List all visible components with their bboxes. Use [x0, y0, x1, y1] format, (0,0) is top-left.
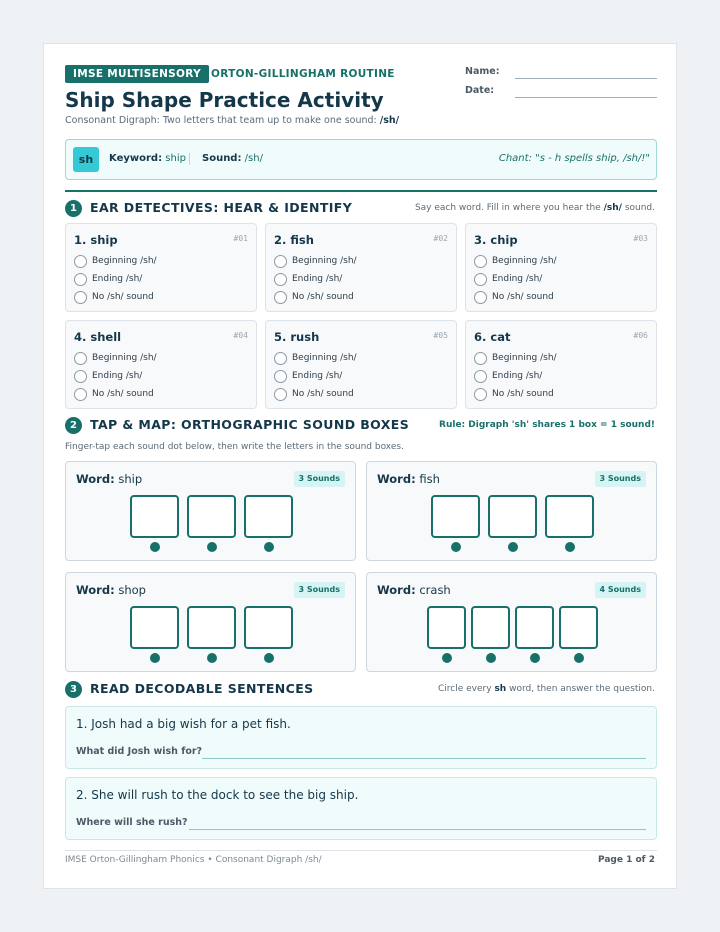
sound-box[interactable] — [545, 495, 594, 538]
radio-button[interactable] — [274, 255, 287, 268]
radio-button[interactable] — [474, 370, 487, 383]
note-text-end: sound. — [624, 203, 655, 213]
sound-count-badge: 4 Sounds — [595, 582, 647, 598]
card-id: #01 — [233, 234, 248, 243]
banner-divider — [189, 153, 190, 165]
note-text: Say each word. Fill in where you hear the — [414, 203, 601, 213]
page-number: Page 1 of 2 — [598, 855, 655, 865]
option-label: No /sh/ sound — [492, 292, 554, 302]
name-label: Name: — [465, 66, 500, 77]
sentence: 2. She will rush to the dock to see the big ship. — [76, 788, 359, 802]
radio-button[interactable] — [74, 388, 87, 401]
option-label: Ending /sh/ — [292, 371, 343, 381]
sound-dot[interactable] — [150, 653, 160, 663]
section-1-note — [415, 203, 655, 213]
digraph-badge: sh — [73, 147, 99, 172]
sound-dot[interactable] — [264, 653, 274, 663]
sound-box[interactable] — [130, 606, 179, 649]
date-field[interactable] — [515, 97, 657, 98]
word-label — [377, 583, 451, 597]
section-3-number: 3 — [65, 681, 82, 698]
radio-button[interactable] — [274, 370, 287, 383]
card-id: #03 — [633, 234, 648, 243]
sound-box[interactable] — [427, 606, 466, 649]
radio-button[interactable] — [274, 273, 287, 286]
radio-button[interactable] — [474, 273, 487, 286]
word-value: shop — [118, 583, 146, 597]
word-card — [65, 320, 257, 409]
option-label: Ending /sh/ — [92, 274, 143, 284]
word-prefix: Word: — [76, 472, 115, 486]
sound-dot[interactable] — [451, 542, 461, 552]
option-label: No /sh/ sound — [92, 389, 154, 399]
date-label: Date: — [465, 85, 495, 96]
subtitle-text: Consonant Digraph: Two letters that team up to make one sound: — [65, 115, 377, 126]
word-value: ship — [118, 472, 143, 486]
word-label — [377, 472, 440, 486]
option-label: No /sh/ sound — [292, 389, 354, 399]
answer-line[interactable] — [202, 758, 646, 759]
option-label: Beginning /sh/ — [92, 353, 157, 363]
sound-dot[interactable] — [486, 653, 496, 663]
radio-button[interactable] — [274, 291, 287, 304]
sound-box-card — [65, 572, 356, 672]
sound-dot[interactable] — [574, 653, 584, 663]
radio-button[interactable] — [474, 291, 487, 304]
sound-dot[interactable] — [530, 653, 540, 663]
sound-box[interactable] — [471, 606, 510, 649]
option-label: No /sh/ sound — [292, 292, 354, 302]
sound-count-badge: 3 Sounds — [294, 582, 346, 598]
word-prefix: Word: — [76, 583, 115, 597]
word-label: 2. fish — [274, 233, 314, 247]
word-card — [465, 320, 657, 409]
sound-dot[interactable] — [207, 653, 217, 663]
radio-button[interactable] — [274, 352, 287, 365]
footer-divider — [65, 850, 657, 851]
word-label: 5. rush — [274, 330, 320, 344]
sentence: 1. Josh had a big wish for a pet fish. — [76, 717, 291, 731]
word-label: 1. ship — [74, 233, 118, 247]
sound-box[interactable] — [244, 606, 293, 649]
keyword-banner — [65, 139, 657, 180]
sentence-card — [65, 706, 657, 769]
keyword-label: Keyword: — [109, 153, 163, 164]
word-value: fish — [419, 472, 440, 486]
sound-box[interactable] — [187, 495, 236, 538]
radio-button[interactable] — [74, 370, 87, 383]
sound-dot[interactable] — [150, 542, 160, 552]
card-id: #02 — [433, 234, 448, 243]
card-id: #04 — [233, 331, 248, 340]
digraph-rule: Rule: Digraph 'sh' shares 1 box = 1 sound! — [439, 420, 655, 430]
option-label: Beginning /sh/ — [492, 256, 557, 266]
option-label: Beginning /sh/ — [492, 353, 557, 363]
routine-label: ORTON-GILLINGHAM ROUTINE — [211, 68, 395, 80]
word-label: 3. chip — [474, 233, 518, 247]
section-3-title: READ DECODABLE SENTENCES — [90, 681, 314, 696]
option-label: Ending /sh/ — [92, 371, 143, 381]
option-label: Beginning /sh/ — [292, 256, 357, 266]
sound-box-card — [65, 461, 356, 561]
sound-count-badge: 3 Sounds — [294, 471, 346, 487]
sound-dot[interactable] — [565, 542, 575, 552]
sound-count-badge: 3 Sounds — [595, 471, 647, 487]
option-label: No /sh/ sound — [92, 292, 154, 302]
sound-dot[interactable] — [264, 542, 274, 552]
question: What did Josh wish for? — [76, 746, 203, 757]
word-prefix: Word: — [377, 472, 416, 486]
sound-dot[interactable] — [508, 542, 518, 552]
header-divider — [65, 190, 657, 192]
name-field[interactable] — [515, 78, 657, 79]
word-prefix: Word: — [377, 583, 416, 597]
worksheet-page — [43, 43, 677, 889]
sound-box[interactable] — [187, 606, 236, 649]
word-card — [465, 223, 657, 312]
section-1-number: 1 — [65, 200, 82, 217]
radio-button[interactable] — [74, 352, 87, 365]
sound-label: Sound: — [202, 153, 242, 164]
option-label: Beginning /sh/ — [292, 353, 357, 363]
section-3-note — [438, 684, 655, 694]
chant: Chant: "s - h spells ship, /sh/!" — [498, 153, 650, 164]
note-text-end: word, then answer the question. — [509, 684, 655, 694]
radio-button[interactable] — [474, 255, 487, 268]
section-1-title: EAR DETECTIVES: HEAR & IDENTIFY — [90, 200, 353, 215]
answer-line[interactable] — [189, 829, 646, 830]
keyword-value: ship — [165, 153, 186, 164]
sound-box[interactable] — [559, 606, 598, 649]
sound — [202, 153, 263, 164]
word-value: crash — [419, 583, 451, 597]
footer-text: IMSE Orton-Gillingham Phonics • Consonant Digraph /sh/ — [65, 855, 322, 865]
page-title: Ship Shape Practice Activity — [65, 88, 384, 112]
word-label — [76, 583, 146, 597]
sound-dot[interactable] — [442, 653, 452, 663]
radio-button[interactable] — [74, 273, 87, 286]
radio-button[interactable] — [474, 388, 487, 401]
card-id: #06 — [633, 331, 648, 340]
keyword — [109, 153, 186, 164]
radio-button[interactable] — [74, 291, 87, 304]
sound-box[interactable] — [244, 495, 293, 538]
word-card — [265, 223, 457, 312]
question: Where will she rush? — [76, 817, 188, 828]
section-2-instructions: Finger-tap each sound dot below, then write the letters in the sound boxes. — [65, 442, 404, 452]
sentence-card — [65, 777, 657, 840]
sound-box-card — [366, 572, 657, 672]
page-subtitle — [65, 115, 399, 126]
option-label: Ending /sh/ — [292, 274, 343, 284]
sound-dot[interactable] — [207, 542, 217, 552]
note-sound: /sh/ — [603, 203, 622, 213]
card-id: #05 — [433, 331, 448, 340]
sound-box[interactable] — [488, 495, 537, 538]
option-label: Beginning /sh/ — [92, 256, 157, 266]
word-label — [76, 472, 142, 486]
sound-box[interactable] — [431, 495, 480, 538]
option-label: Ending /sh/ — [492, 371, 543, 381]
section-2-number: 2 — [65, 417, 82, 434]
word-card — [265, 320, 457, 409]
program-badge: IMSE MULTISENSORY — [65, 65, 209, 83]
note-word: sh — [494, 684, 507, 694]
radio-button[interactable] — [474, 352, 487, 365]
sound-box[interactable] — [130, 495, 179, 538]
word-label: 4. shell — [74, 330, 122, 344]
sound-value: /sh/ — [244, 153, 263, 164]
sound-box[interactable] — [515, 606, 554, 649]
radio-button[interactable] — [74, 255, 87, 268]
note-text: Circle every — [438, 684, 492, 694]
subtitle-sound: /sh/ — [379, 115, 400, 126]
option-label: No /sh/ sound — [492, 389, 554, 399]
radio-button[interactable] — [274, 388, 287, 401]
option-label: Ending /sh/ — [492, 274, 543, 284]
sound-box-card — [366, 461, 657, 561]
word-card — [65, 223, 257, 312]
word-label: 6. cat — [474, 330, 511, 344]
section-2-title: TAP & MAP: ORTHOGRAPHIC SOUND BOXES — [90, 417, 410, 432]
